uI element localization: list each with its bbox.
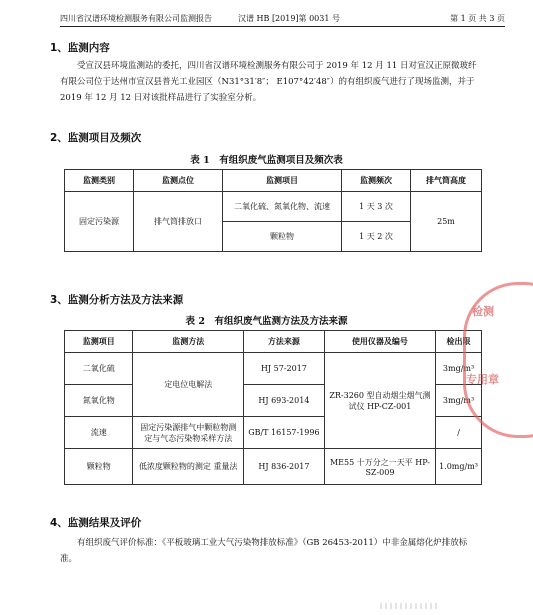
stamp-text-bottom: 专用章 <box>466 373 499 386</box>
section-4-body: 有组织废气评价标准：《平板玻璃工业大气污染物排放标准》（GB 26453-2011）中非金属熔化炉排放标准。 <box>60 538 468 564</box>
table-2-caption: 表 2 有组织废气监测方法及方法来源 <box>185 316 348 327</box>
t2-row-4-method: 低浓度颗粒物的测定 重量法 <box>133 449 244 485</box>
t1-category: 固定污染源 <box>65 192 134 252</box>
t2-row-4-source: HJ 836-2017 <box>243 449 324 485</box>
table-2 <box>64 330 482 485</box>
header-org: 四川省汉谱环境检测服务有限公司监测报告 <box>60 14 212 23</box>
t1-item-2: 颗粒物 <box>223 222 342 252</box>
t2-header-source: 方法来源 <box>243 331 324 353</box>
t2-row-3-method: 固定污染源排气中颗粒物测定与气态污染物采样方法 <box>133 417 244 449</box>
section-1-title: 1、监测内容 <box>50 42 110 54</box>
stamp-text-top: 检测 <box>472 305 494 318</box>
scan-artifact <box>380 603 440 609</box>
t2-row-3-limit: / <box>436 417 482 449</box>
t2-row-4-instrument: ME55 十万分之一天平 HP-SZ-009 <box>324 449 435 485</box>
t1-header-item: 监测项目 <box>223 170 342 192</box>
t2-row-1-source: HJ 57-2017 <box>243 353 324 385</box>
t1-header-height: 排气筒高度 <box>411 170 482 192</box>
section-3-title: 3、监测分析方法及方法来源 <box>50 294 184 306</box>
t1-header-freq: 监测频次 <box>342 170 411 192</box>
t2-header-method: 监测方法 <box>133 331 244 353</box>
t2-row-3-item: 流速 <box>65 417 133 449</box>
t2-header-instrument: 使用仪器及编号 <box>324 331 435 353</box>
official-seal-stamp <box>463 282 533 438</box>
t2-shared-instrument: ZR-3260 型自动烟尘烟气测试仪 HP-CZ-001 <box>324 353 435 449</box>
t1-item-1: 二氧化硫、氮氧化物、流速 <box>223 192 342 222</box>
t2-row-1-item: 二氧化硫 <box>65 353 133 385</box>
t2-row-3-source: GB/T 16157-1996 <box>243 417 324 449</box>
t2-header-item: 监测项目 <box>65 331 133 353</box>
t1-header-point: 监测点位 <box>134 170 223 192</box>
page-header <box>60 12 505 27</box>
t1-point: 排气筒排放口 <box>134 192 223 252</box>
t2-row-2-source: HJ 693-2014 <box>243 385 324 417</box>
section-4-title: 4、监测结果及评价 <box>50 517 142 529</box>
t2-header-limit: 检出限 <box>436 331 482 353</box>
t2-row-2-limit: 3mg/m³ <box>436 385 482 417</box>
header-page-info: 第 1 页 共 3 页 <box>450 14 505 23</box>
t2-row-2-item: 氮氧化物 <box>65 385 133 417</box>
t1-header-category: 监测类别 <box>65 170 134 192</box>
table-1-caption: 表 1 有组织废气监测项目及频次表 <box>190 155 343 166</box>
section-1-body: 受宣汉县环境监测站的委托，四川省汉谱环境检测服务有限公司于 2019 年 12 月 11 日对宣汉正原微玻纤有限公司位于达州市宣汉县普光工业园区（N31°31′8″； E107°42′48″）的有组织废气进行了现场监测，并于 2019 年 12 月 12 日对该批样品进行了实验室分析。 <box>60 61 477 103</box>
t2-shared-method: 定电位电解法 <box>133 353 244 417</box>
section-2-title: 2、监测项目及频次 <box>50 132 142 144</box>
t2-row-1-limit: 3mg/m³ <box>436 353 482 385</box>
header-report-no: 汉谱 HB [2019]第 0031 号 <box>238 14 340 23</box>
t2-row-4-item: 颗粒物 <box>65 449 133 485</box>
t1-height: 25m <box>411 192 482 252</box>
t2-row-4-limit: 1.0mg/m³ <box>436 449 482 485</box>
t1-freq-1: 1 天 3 次 <box>342 192 411 222</box>
t1-freq-2: 1 天 2 次 <box>342 222 411 252</box>
table-1 <box>64 169 482 252</box>
